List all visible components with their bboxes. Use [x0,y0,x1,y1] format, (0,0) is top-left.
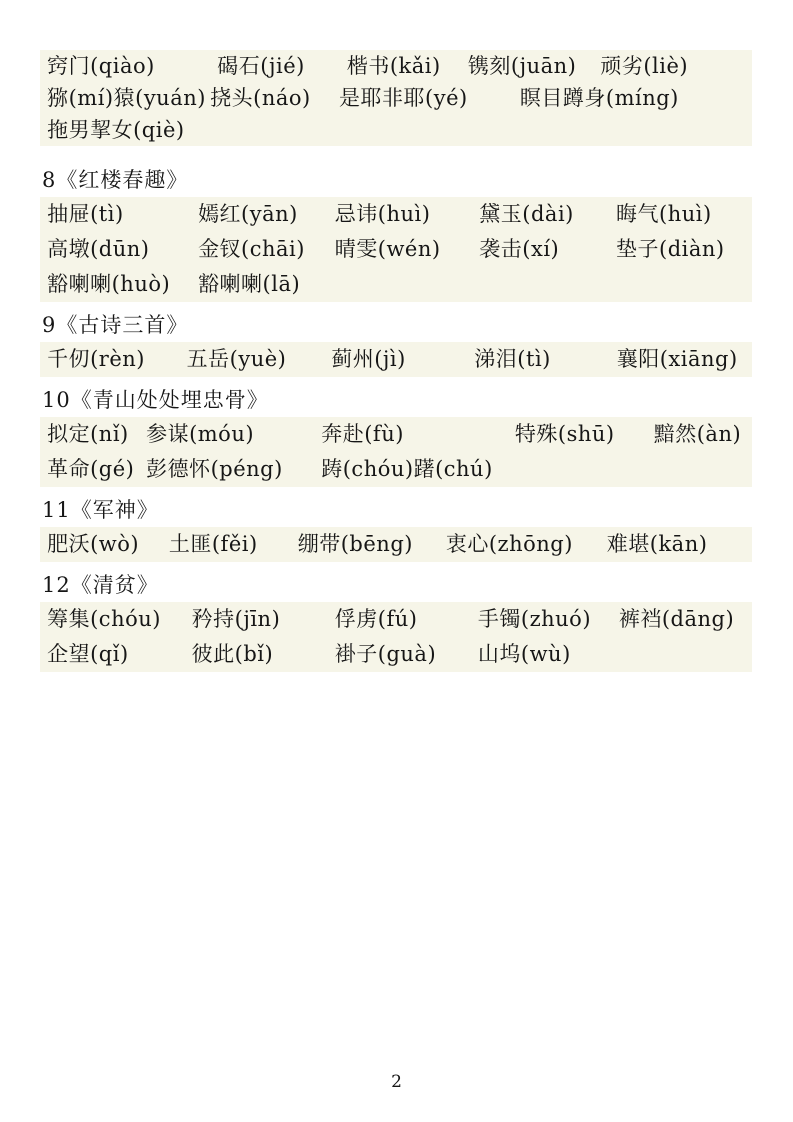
word-row [40,114,752,146]
word-item: 拟定(nǐ) [47,422,129,446]
section-title: 10《青山处处埋忠骨》 [42,388,269,412]
word-item: 蓟州(jì) [331,347,406,371]
word-list [40,50,752,672]
word-row [40,197,752,232]
word-item: 俘虏(fú) [334,607,418,631]
section-title: 11《军神》 [42,498,159,522]
section-title: 9《古诗三首》 [42,313,189,337]
word-item: 拖男挈女(qiè) [47,118,185,142]
word-item: 千仞(rèn) [47,347,145,371]
word-block [40,197,752,302]
word-item: 特殊(shū) [514,422,615,446]
word-item: 镌刻(juān) [467,54,577,78]
word-item: 褂子(guà) [334,642,437,666]
word-item: 碣石(jié) [217,54,305,78]
word-row [40,267,752,302]
word-row [40,232,752,267]
word-item: 土匪(fěi) [168,532,258,556]
word-row [40,452,752,487]
word-item: 踌(chóu)躇(chú) [321,457,493,481]
word-item: 顽劣(liè) [600,54,689,78]
word-item: 晴雯(wén) [334,237,441,261]
word-item: 是耶非耶(yé) [339,86,468,110]
word-item: 手镯(zhuó) [477,607,592,631]
word-item: 绷带(bēng) [297,532,413,556]
word-item: 猕(mí)猿(yuán) [47,86,206,110]
word-item: 参谋(móu) [146,422,255,446]
word-item: 忌讳(huì) [334,202,431,226]
word-row [40,602,752,637]
word-item: 金钗(chāi) [198,237,305,261]
word-block [40,527,752,562]
word-item: 彼此(bǐ) [191,642,274,666]
word-item: 窍门(qiào) [47,54,155,78]
word-item: 黛玉(dài) [479,202,574,226]
word-item: 晦气(huì) [616,202,712,226]
word-item: 高墩(dūn) [47,237,150,261]
word-row [40,637,752,672]
word-row [40,342,752,377]
word-row [40,527,752,562]
word-item: 革命(gé) [47,457,135,481]
word-row [40,417,752,452]
word-item: 楷书(kǎi) [346,54,441,78]
section-title: 12《清贫》 [42,573,159,597]
word-item: 奔赴(fù) [321,422,404,446]
word-item: 袭击(xí) [479,237,560,261]
word-row [40,82,752,114]
word-item: 难堪(kān) [606,532,708,556]
word-item: 黯然(àn) [653,422,742,446]
word-item: 五岳(yuè) [186,347,287,371]
word-item: 涕泪(tì) [474,347,551,371]
word-item: 瞑目蹲身(míng) [519,86,679,110]
word-item: 衷心(zhōng) [445,532,573,556]
word-item: 彭德怀(péng) [146,457,283,481]
word-item: 裤裆(dāng) [618,607,735,631]
page-number: 2 [391,1072,402,1092]
word-block [40,602,752,672]
word-item: 襄阳(xiāng) [616,347,738,371]
word-item: 豁喇喇(lā) [198,272,301,296]
word-item: 肥沃(wò) [47,532,140,556]
word-item: 抽屉(tì) [47,202,124,226]
word-item: 垫子(diàn) [616,237,725,261]
word-item: 矜持(jīn) [191,607,281,631]
section-title: 8《红楼春趣》 [42,168,189,192]
word-item: 豁喇喇(huò) [47,272,171,296]
word-item: 嫣红(yān) [198,202,298,226]
word-item: 筹集(chóu) [47,607,161,631]
word-block [40,50,752,146]
word-row [40,50,752,82]
word-item: 企望(qǐ) [47,642,129,666]
word-block [40,417,752,487]
word-item: 挠头(náo) [210,86,311,110]
word-block [40,342,752,377]
word-item: 山坞(wù) [477,642,571,666]
